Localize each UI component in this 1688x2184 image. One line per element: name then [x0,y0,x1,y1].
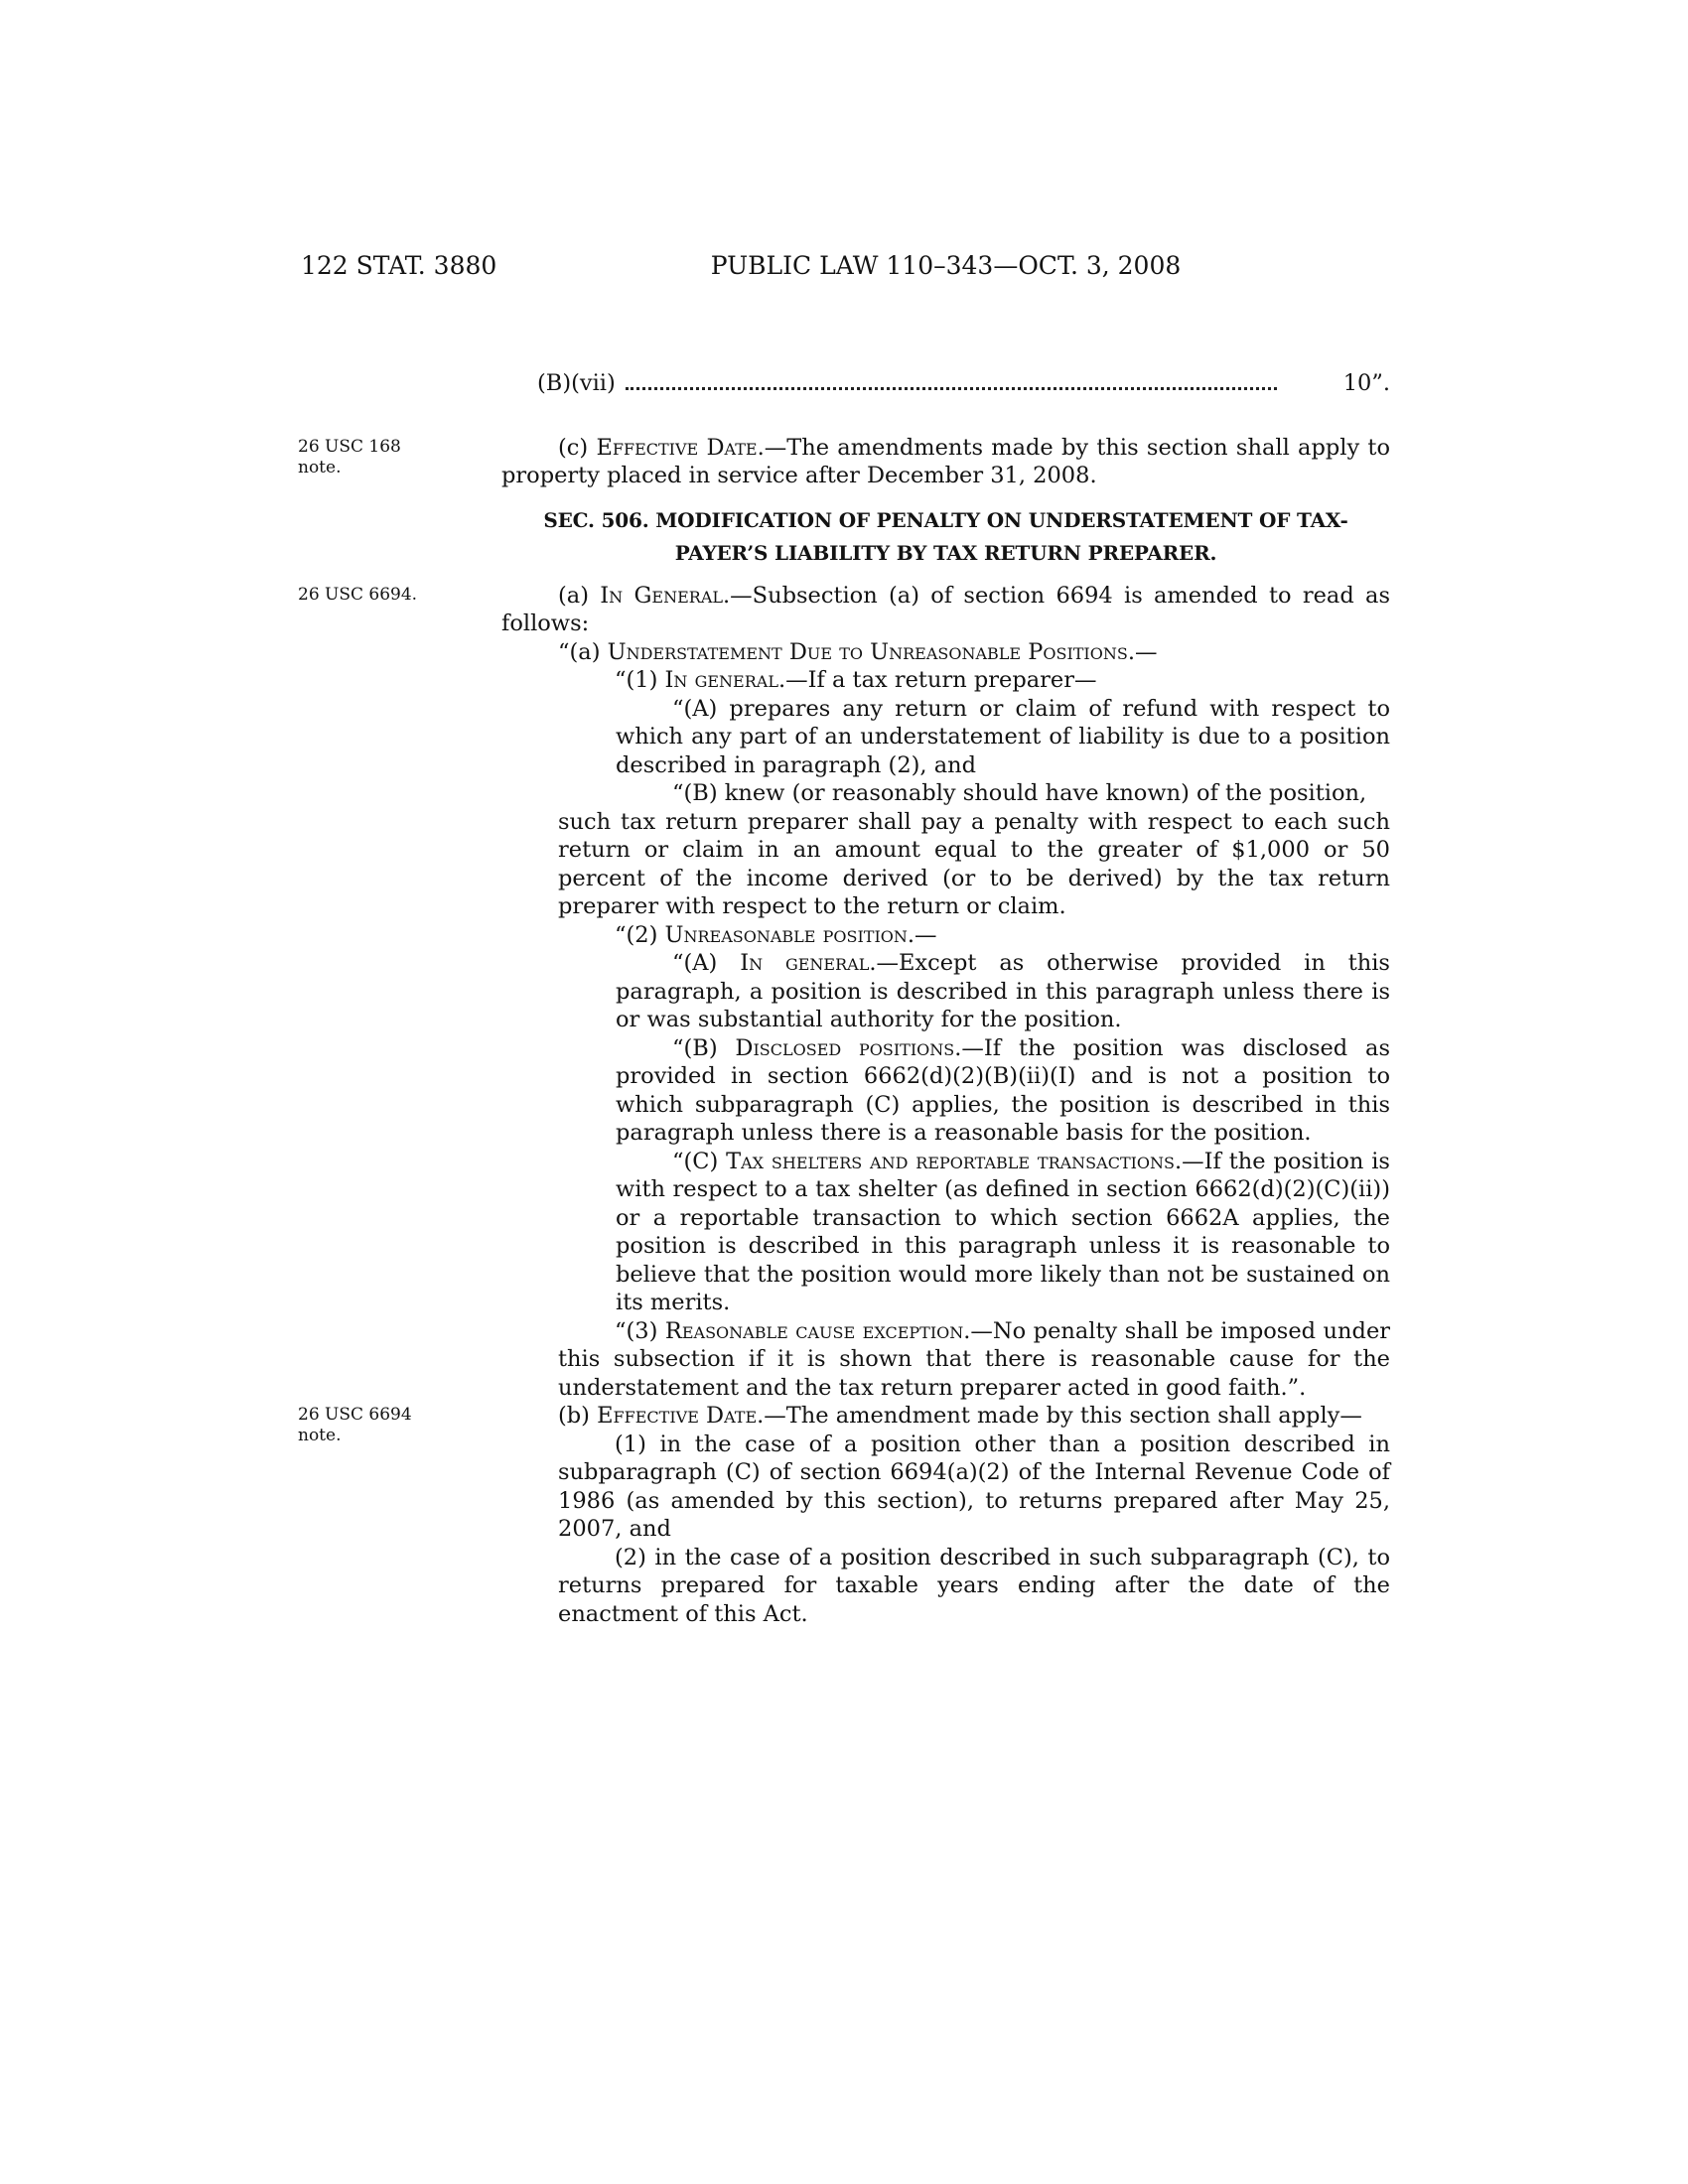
statute-paragraph [616,1034,1390,1148]
statute-paragraph [558,1317,1390,1403]
text-segment: In general [664,667,778,693]
text-segment: .—If the position was disclosed as provided in section 6662(d)(2)(B)(ii)(I) and is not a position to which subparagraph (C) applies, the position is described in this paragraph unless there is a reasonable basis for the position. [616,1034,1390,1146]
section-heading [501,504,1390,570]
text-segment: Understatement Due to Unreasonable Positions [607,638,1128,665]
text-segment: .—If a tax return preparer— [777,667,1097,693]
text-segment: (c) [558,434,597,461]
text-segment: In General [600,582,724,609]
heading-line: PAYER’S LIABILITY BY TAX RETURN PREPARER. [674,540,1217,565]
statute-paragraph [558,921,1390,950]
law-title: PUBLIC LAW 110–343—OCT. 3, 2008 [710,251,1182,280]
text-segment: .—If the position is with respect to a tax shelter (as defined in section 6662(d)(2)(C)(ii)) or a reportable transaction to which section 6662A applies, the position is described in this paragraph unless it is reasonable to believe that the position would more likely than not be sustained on its merits. [616,1148,1390,1315]
statute-paragraph [616,1148,1390,1317]
statute-paragraph [558,1431,1390,1544]
text-segment: “(B) [672,1034,736,1061]
statute-paragraph [298,1402,1390,1445]
text-segment: “(B) knew (or reasonably should have known) of the position, [672,780,1367,806]
text-segment: .—Except as otherwise provided in this paragraph, a position is described in this paragraph unless there is or was substantial authority for the position. [616,950,1390,1032]
text-segment: .—The amendments made by this section shall apply to property placed in service after December 31, 2008. [501,434,1391,488]
stat-page-number: 122 STAT. 3880 [301,251,497,280]
text-segment: .— [1127,638,1158,665]
text-segment: Reasonable cause exception [664,1317,964,1344]
statute-paragraph [298,434,1391,490]
text-segment: “(A) prepares any return or claim of refund with respect to which any part of an understatement of liability is due to a position described in paragraph (2), and [616,695,1390,778]
leader-dots [626,386,1277,390]
text-segment: “(a) [558,638,608,665]
text-segment: (1) in the case of a position other than a position described in subparagraph (C) of section 6694(a)(2) of the Internal Revenue Code of 1986 (as amended by this section), to returns prepared after May 25, 2007, and [558,1431,1390,1542]
statute-paragraph [616,779,1390,808]
text-segment: Unreasonable position [664,921,908,948]
page-header [0,251,1688,285]
text-segment: .—The amendment made by this section shall apply— [757,1403,1362,1429]
leader-entry-value: 10”. [1342,370,1390,396]
text-segment: (b) [558,1403,598,1429]
text-segment: In general [740,950,870,976]
text-segment: .—No penalty shall be imposed under this subsection if it is shown that there is reasonable cause for the understatement and the tax return preparer acted in good faith.”. [558,1317,1391,1401]
text-segment: such tax return preparer shall pay a penalty with respect to each such return or claim in an amount equal to the greater of $1,000 or 50 percent of the income derived (or to be derived) by the tax return preparer with respect to the return or claim. [558,808,1390,919]
table-leader-line [501,369,1390,398]
text-segment: (2) in the case of a position described in such subparagraph (C), to returns prepared for taxable years ending after the date of the enactment of this Act. [558,1544,1390,1627]
text-segment: .— [907,921,937,948]
margin-note: 26 USC 6694. [298,584,418,605]
text-segment: Effective Date [597,1403,758,1429]
statute-paragraph [616,949,1390,1034]
text-segment: “(3) [615,1317,665,1344]
text-segment: “(C) [672,1148,727,1174]
text-segment: .—Subsection (a) of section 6694 is amended to read as follows: [501,582,1390,636]
text-segment: Tax shelters and reportable transactions [726,1148,1176,1174]
text-segment: “(1) [615,667,665,693]
text-segment: “(A) [672,950,741,976]
statute-paragraph [616,695,1390,780]
text-segment: “(2) [615,921,665,948]
statute-paragraph [558,666,1390,695]
leader-entry-label: (B)(vii) [537,370,616,396]
margin-note: 26 USC 6694 note. [298,1405,412,1445]
document-column [298,369,1391,1628]
statute-paragraph [501,638,1390,667]
text-segment: Effective Date [596,434,758,461]
statute-paragraph [298,582,1390,638]
heading-line: SEC. 506. MODIFICATION OF PENALTY ON UNDERSTATEMENT OF TAX- [543,507,1348,532]
statute-paragraph [558,808,1390,921]
margin-note: 26 USC 168 note. [298,436,401,478]
text-segment: (a) [558,582,601,609]
text-segment: Disclosed positions [735,1034,955,1061]
statute-paragraph [558,1544,1390,1629]
